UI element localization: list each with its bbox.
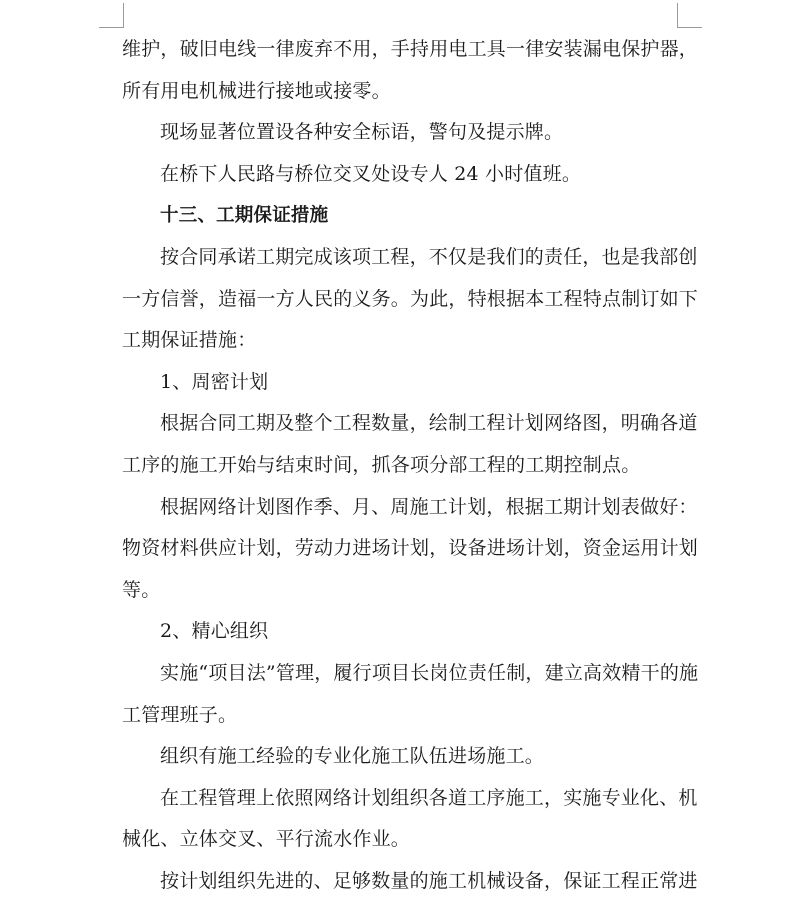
body-line: 工管理班子。 <box>122 703 238 726</box>
body-line: 按合同承诺工期完成该项工程，不仅是我们的责任，也是我部创 <box>160 245 698 268</box>
body-line: 在工程管理上依照网络计划组织各道工序施工，实施专业化、机 <box>160 786 698 809</box>
body-line: 所有用电机械进行接地或接零。 <box>122 79 391 102</box>
body-line: 组织有施工经验的专业化施工队伍进场施工。 <box>160 745 545 768</box>
section-heading: 十三、工期保证措施 <box>160 205 329 227</box>
body-line: 实施“项目法”管理，履行项目长岗位责任制，建立高效精干的施 <box>160 661 699 684</box>
body-line: 在桥下人民路与桥位交叉处设专人 24 小时值班。 <box>160 162 582 185</box>
body-line: 一方信誉，造福一方人民的义务。为此，特根据本工程特点制订如下 <box>122 287 699 310</box>
body-line: 工序的施工开始与结束时间，抓各项分部工程的工期控制点。 <box>122 453 641 476</box>
subsection-heading: 1、周密计划 <box>160 370 269 393</box>
subsection-heading: 2、精心组织 <box>160 620 269 643</box>
body-line: 按计划组织先进的、足够数量的施工机械设备，保证工程正常进 <box>160 869 698 892</box>
document-body[interactable] <box>122 29 699 902</box>
body-line: 根据网络计划图作季、月、周施工计划，根据工期计划表做好： <box>160 495 698 518</box>
body-line: 械化、立体交叉、平行流水作业。 <box>122 828 411 851</box>
body-line: 现场显著位置设各种安全标语，警句及提示牌。 <box>160 121 564 144</box>
body-line: 物资材料供应计划，劳动力进场计划，设备进场计划，资金运用计划 <box>122 537 699 560</box>
body-line: 维护，破旧电线一律废弃不用，手持用电工具一律安装漏电保护器， <box>122 38 699 60</box>
body-line: 根据合同工期及整个工程数量，绘制工程计划网络图，明确各道 <box>160 412 698 435</box>
body-line: 工期保证措施： <box>122 329 257 352</box>
page-corner-mark-top-right <box>677 3 702 28</box>
body-line: 等。 <box>122 578 161 601</box>
page-corner-mark-top-left <box>99 3 124 28</box>
